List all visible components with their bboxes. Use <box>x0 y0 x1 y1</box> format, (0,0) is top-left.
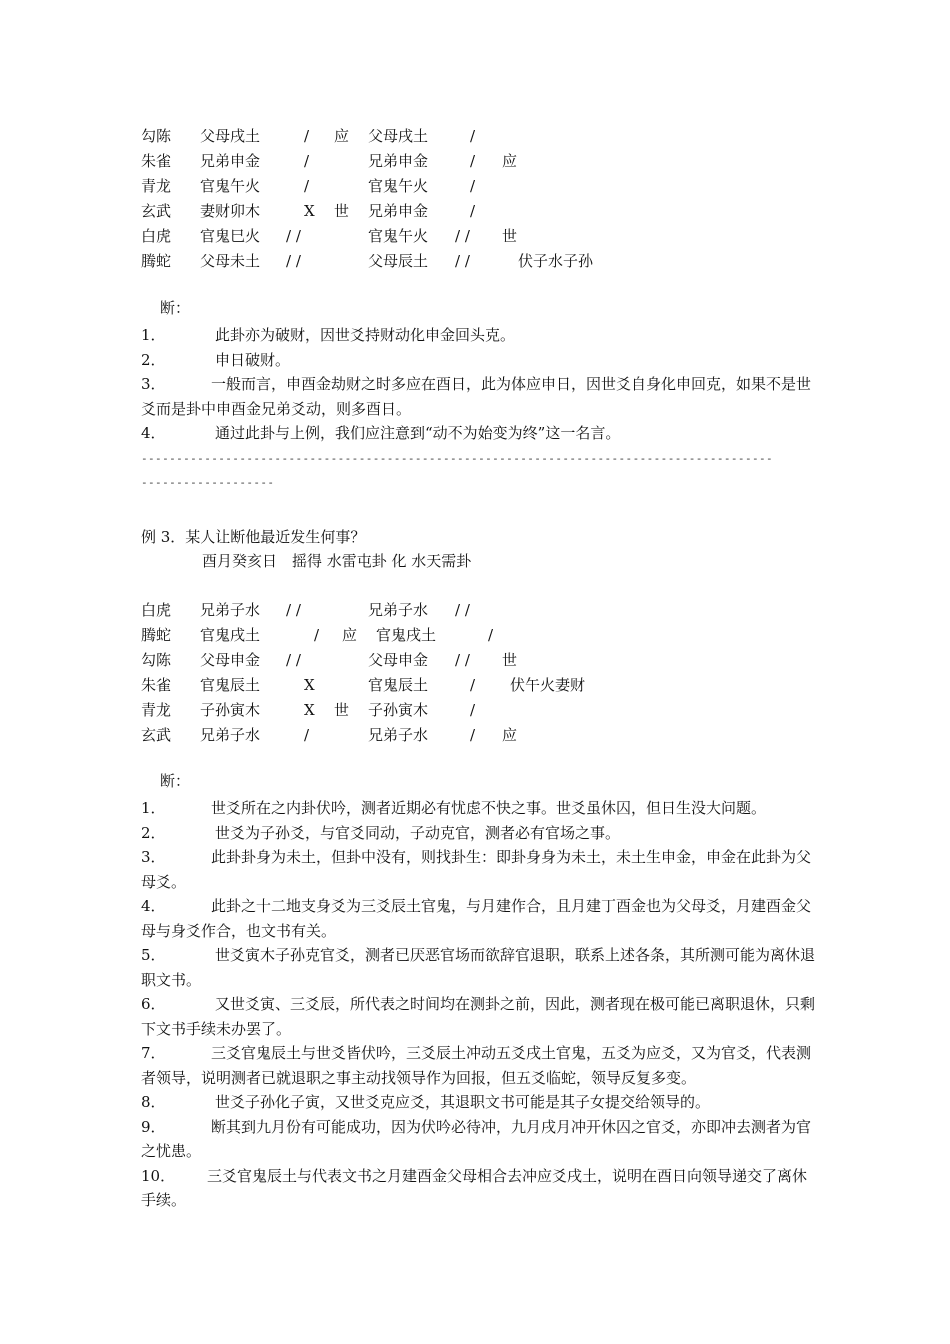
analysis-item <box>141 323 821 348</box>
item-number: 3． <box>141 375 166 393</box>
changed-line-mark: / / <box>455 227 470 245</box>
line-tag: 世 <box>334 202 350 220</box>
dashed-separator: ------------------------------------------------------------------------------------------ <box>141 452 774 465</box>
item-text: 此卦亦为破财，因世爻持财动化申金回头克。 <box>215 326 516 344</box>
line-name: 父母戌土 <box>200 127 261 145</box>
analysis-item <box>141 796 821 821</box>
item-text: 三爻官鬼辰土与代表文书之月建酉金父母相合去冲应爻戌土，说明在酉日向领导递交了离休手续。 <box>141 1166 808 1209</box>
changed-line-name: 官鬼午火 <box>368 227 429 245</box>
changed-line-tag: 世 <box>502 651 518 669</box>
item-number: 5． <box>141 946 166 964</box>
changed-line-mark: / / <box>455 651 470 669</box>
changed-line-mark: / <box>470 726 476 744</box>
analysis-label: 断： <box>160 299 191 317</box>
line-mark: / <box>304 726 310 744</box>
analysis-item <box>141 1041 821 1090</box>
changed-line-tag: 应 <box>502 152 518 170</box>
analysis-item <box>141 992 821 1041</box>
item-text: 世爻所在之内卦伏吟，测者近期必有忧虑不快之事。世爻虽休囚，但日生没大问题。 <box>211 799 767 817</box>
line-name: 兄弟子水 <box>200 601 261 619</box>
six-god: 腾蛇 <box>141 252 172 270</box>
six-god: 玄武 <box>141 726 172 744</box>
changed-line-mark: / / <box>455 601 470 619</box>
line-mark: / / <box>286 227 301 245</box>
line-mark: X <box>304 202 315 220</box>
line-mark: / <box>304 177 310 195</box>
analysis-item <box>141 821 821 846</box>
item-text: 又世爻寅、三爻辰，所代表之时间均在测卦之前，因此，测者现在极可能已离职退休，只剩下文书手续未办罢了。 <box>141 995 816 1038</box>
changed-line-name: 兄弟申金 <box>368 202 429 220</box>
item-number: 9． <box>141 1117 166 1136</box>
changed-line-mark: / <box>470 202 476 220</box>
changed-line-tag: 世 <box>502 227 518 245</box>
analysis-item <box>141 1164 821 1213</box>
example-title: 例 3．某人让断他最近发生何事？ <box>141 528 366 546</box>
line-name: 官鬼戌土 <box>200 626 261 644</box>
line-mark: / / <box>286 252 301 270</box>
six-god: 勾陈 <box>141 127 172 145</box>
line-name: 子孙寅木 <box>200 701 261 719</box>
line-mark: X <box>304 701 315 719</box>
analysis-item <box>141 421 821 446</box>
line-name: 妻财卯木 <box>200 202 261 220</box>
item-text: 世爻为子孙爻，与官爻同动，子动克官，测者必有官场之事。 <box>215 823 621 842</box>
dashed-separator-continued: ------------------- <box>141 476 275 489</box>
six-god: 青龙 <box>141 701 172 719</box>
changed-line-name: 官鬼辰土 <box>368 676 429 694</box>
line-tag: 应 <box>342 626 358 644</box>
six-god: 勾陈 <box>141 651 172 669</box>
changed-line-mark: / <box>470 127 476 145</box>
line-name: 父母申金 <box>200 651 261 669</box>
changed-line-name: 兄弟子水 <box>368 601 429 619</box>
line-name: 官鬼巳火 <box>200 227 261 245</box>
hidden-line-note: 伏子水子孙 <box>518 252 594 270</box>
example-subtitle: 酉月癸亥日 摇得 水雷屯卦 化 水天需卦 <box>202 552 472 570</box>
six-god: 玄武 <box>141 202 172 220</box>
item-text: 一般而言，申酉金劫财之时多应在酉日，此为体应申日，因世爻自身化申回克，如果不是世爻而是卦中申酉金兄弟爻动，则多酉日。 <box>141 375 812 418</box>
analysis-label: 断： <box>160 772 191 790</box>
changed-line-name: 父母辰土 <box>368 252 429 270</box>
six-god: 白虎 <box>141 227 172 245</box>
changed-line-name: 父母戌土 <box>368 127 429 145</box>
item-text: 通过此卦与上例，我们应注意到“动不为始变为终”这一名言。 <box>215 424 621 442</box>
item-number: 4． <box>141 897 166 915</box>
item-text: 三爻官鬼辰土与世爻皆伏吟，三爻辰土冲动五爻戌土官鬼，五爻为应爻，又为官爻，代表测者领导，说明测者已就退职之事主动找领导作为回报，但五爻临蛇，领导反复多变。 <box>141 1044 812 1087</box>
analysis-item <box>141 1115 821 1164</box>
line-name: 父母未土 <box>200 252 261 270</box>
line-name: 兄弟子水 <box>200 726 261 744</box>
item-number: 3． <box>141 848 166 866</box>
analysis-item <box>141 943 821 992</box>
line-name: 官鬼午火 <box>200 177 261 195</box>
changed-line-mark: / <box>470 676 476 694</box>
analysis-item <box>141 845 821 894</box>
analysis-item <box>141 348 821 373</box>
analysis-list-1 <box>141 323 821 446</box>
changed-line-mark: / <box>488 626 494 644</box>
item-number: 6． <box>141 995 166 1013</box>
analysis-item <box>141 894 821 943</box>
item-text: 申日破财。 <box>215 350 291 369</box>
changed-line-mark: / <box>470 152 476 170</box>
six-god: 腾蛇 <box>141 626 172 644</box>
line-mark: / <box>304 152 310 170</box>
line-name: 官鬼辰土 <box>200 676 261 694</box>
analysis-item <box>141 1090 821 1115</box>
changed-line-name: 父母申金 <box>368 651 429 669</box>
line-tag: 世 <box>334 701 350 719</box>
analysis-list-2 <box>141 796 821 1213</box>
item-number: 1． <box>141 326 166 344</box>
changed-line-mark: / <box>470 701 476 719</box>
item-text: 世爻子孙化子寅，又世爻克应爻，其退职文书可能是其子女提交给领导的。 <box>215 1093 711 1111</box>
line-mark: / <box>314 626 320 644</box>
line-mark: X <box>304 676 315 694</box>
six-god: 白虎 <box>141 601 172 619</box>
line-name: 兄弟申金 <box>200 152 261 170</box>
line-mark: / / <box>286 651 301 669</box>
changed-line-name: 官鬼午火 <box>368 177 429 195</box>
changed-line-mark: / <box>470 177 476 195</box>
item-number: 7． <box>141 1044 166 1062</box>
line-mark: / / <box>286 601 301 619</box>
item-number: 10． <box>141 1166 176 1185</box>
changed-line-name: 官鬼戌土 <box>376 626 437 644</box>
line-mark: / <box>304 127 310 145</box>
line-tag: 应 <box>334 127 350 145</box>
item-text: 世爻寅木子孙克官爻，测者已厌恶官场而欲辞官退职，联系上述各条，其所测可能为离休退职文书。 <box>141 946 816 989</box>
changed-line-tag: 应 <box>502 726 518 744</box>
item-text: 此卦之十二地支身爻为三爻辰土官鬼，与月建作合，且月建丁酉金也为父母爻，月建酉金父母与身爻作合，也文书有关。 <box>141 897 812 940</box>
item-number: 1． <box>141 799 166 817</box>
item-number: 4． <box>141 424 166 442</box>
hidden-line-note: 伏午火妻财 <box>510 676 586 694</box>
item-number: 2． <box>141 823 166 842</box>
changed-line-name: 兄弟子水 <box>368 726 429 744</box>
six-god: 青龙 <box>141 177 172 195</box>
item-number: 8． <box>141 1093 166 1111</box>
changed-line-mark: / / <box>455 252 470 270</box>
item-number: 2． <box>141 350 166 369</box>
item-text: 断其到九月份有可能成功，因为伏吟必待冲，九月戌月冲开休囚之官爻，亦即冲去测者为官之忧患。 <box>141 1117 812 1160</box>
item-text: 此卦卦身为未土，但卦中没有，则找卦生：即卦身身为未土，未土生申金，申金在此卦为父母爻。 <box>141 848 812 891</box>
changed-line-name: 子孙寅木 <box>368 701 429 719</box>
six-god: 朱雀 <box>141 676 172 694</box>
changed-line-name: 兄弟申金 <box>368 152 429 170</box>
analysis-item <box>141 372 821 421</box>
six-god: 朱雀 <box>141 152 172 170</box>
